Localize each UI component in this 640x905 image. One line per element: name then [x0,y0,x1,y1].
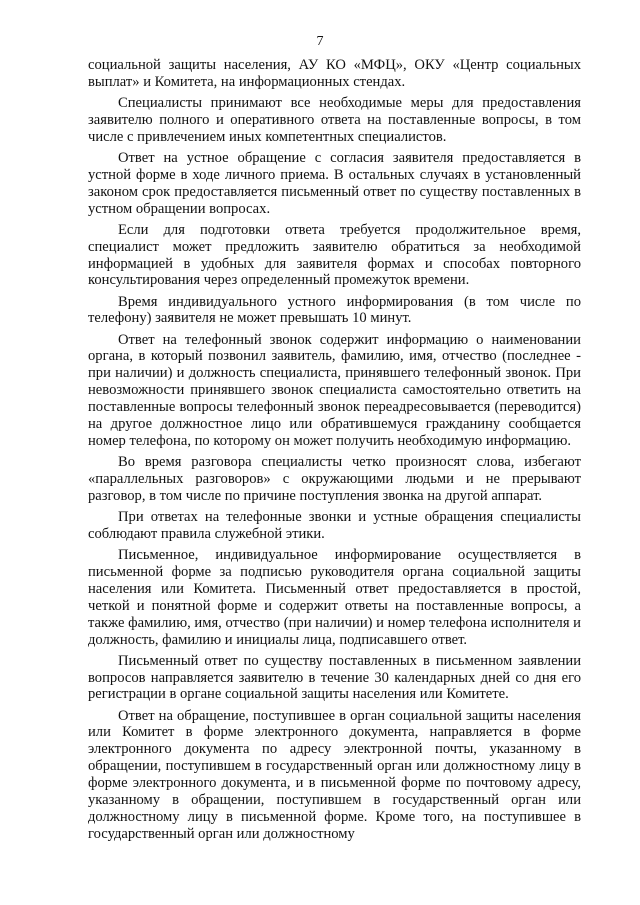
paragraph-conversation-rules: Во время разговора специалисты четко произносят слова, избегают «параллельных разговоров» с окружающими людьми и не прерывают разговор, в том числе по причине поступления звонка на другой аппарат. [88,454,581,504]
paragraph-phone-answer: Ответ на телефонный звонок содержит информацию о наименовании органа, в который позвонил заявитель, фамилию, имя, отчество (последнее - при наличии) и должность специалиста, принявшего телефонный звонок. При невозможности принявшего звонок специалиста самостоятельно ответить на поставленные вопросы телефонный звонок переадресовывается (переводится) на другое должностное лицо или обратившемуся гражданину сообщается номер телефона, по которому он может получить необходимую информацию. [88,331,581,449]
paragraph-written-informing: Письменное, индивидуальное информирование осуществляется в письменной форме за подписью руководителя органа социальной защиты населения или Комитета. Письменный ответ предоставляется в простой, четкой и понятной форме и содержит ответы на поставленные вопросы, а также фамилию, имя, отчество (при наличии) и номер телефона исполнителя и должность, фамилию и инициалы лица, подписавшего ответ. [88,546,581,648]
paragraph-time-limit: Время индивидуального устного информирования (в том числе по телефону) заявителя не может превышать 10 минут. [88,293,581,327]
paragraph-written-response-term: Письменный ответ по существу поставленных в письменном заявлении вопросов направляется заявителю в течение 30 календарных дней со дня его регистрации в органе социальной защиты населения или Комитете. [88,652,581,703]
page-number: 7 [316,34,324,49]
document-body [88,57,581,847]
paragraph-oral-response: Ответ на устное обращение с согласия заявителя предоставляется в устной форме в ходе личного приема. В остальных случаях в установленный законом срок предоставляется письменный ответ по существу поставленных в устном обращении вопросах. [88,149,581,217]
paragraph-continuation: социальной защиты населения, АУ КО «МФЦ», ОКУ «Центр социальных выплат» и Комитета, на информационных стендах. [88,57,581,90]
paragraph-specialists-measures: Специалисты принимают все необходимые меры для предоставления заявителю полного и оперативного ответа на поставленные вопросы, в том числе с привлечением иных компетентных специалистов. [88,95,581,145]
paragraph-long-preparation: Если для подготовки ответа требуется продолжительное время, специалист может предложить заявителю обратиться за необходимой информацией в удобных для заявителя формах и способах повторного консультирования через определенный промежуток времени. [88,221,581,289]
paragraph-electronic-response: Ответ на обращение, поступившее в орган социальной защиты населения или Комитет в форме электронного документа, направляется в форме электронного документа по адресу электронной почты, указанному в обращении, поступившем в государственный орган или должностному лицу в форме электронного документа, и в письменной форме по почтовому адресу, указанному в обращении, поступившем в государственный орган или должностному лицу в письменной форме. Кроме того, на поступившее в государственный орган или должностному [88,707,581,842]
paragraph-ethics: При ответах на телефонные звонки и устные обращения специалисты соблюдают правила служебной этики. [88,508,581,542]
